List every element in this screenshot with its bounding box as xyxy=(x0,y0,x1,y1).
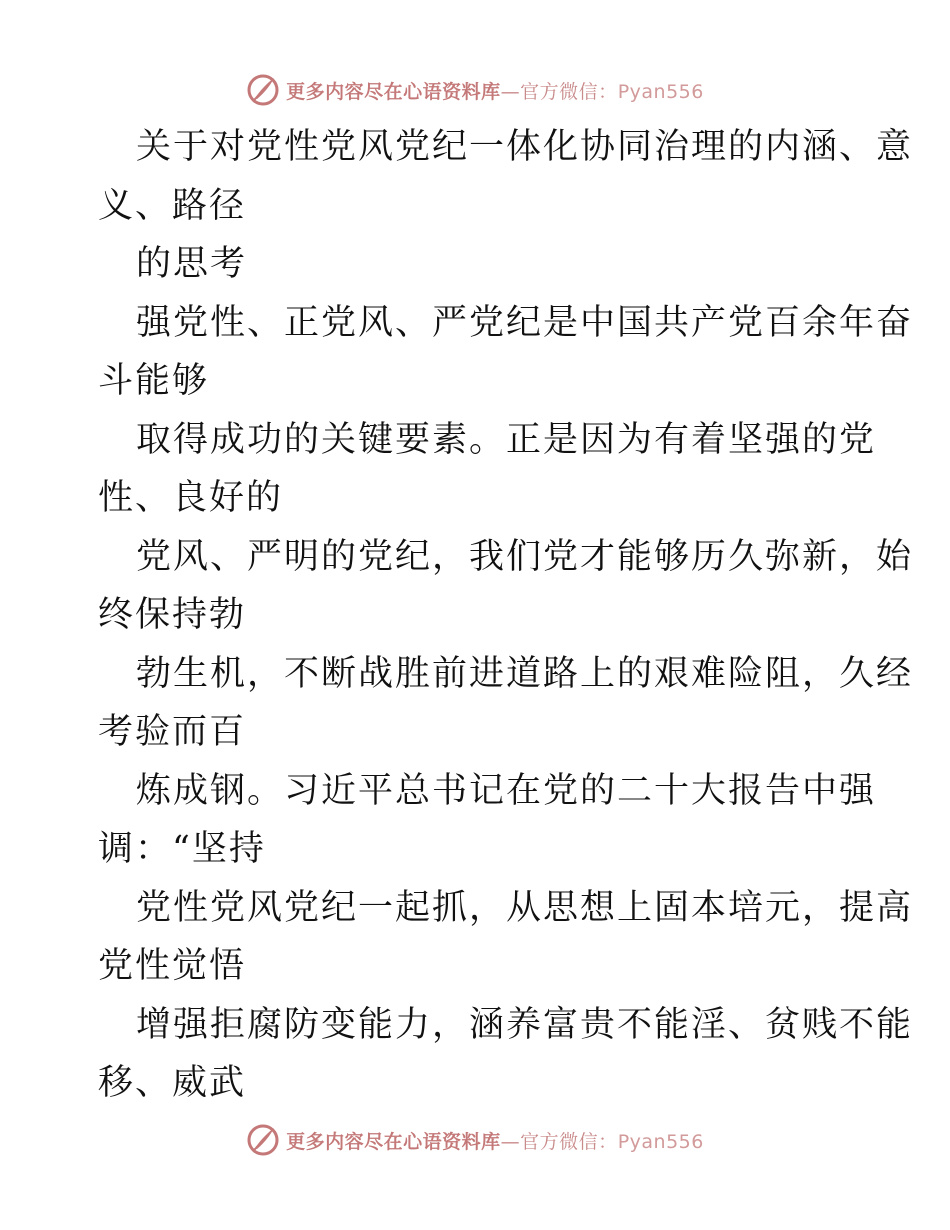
text-line: 关于对党性党风党纪一体化协同治理的内涵、意 xyxy=(136,127,914,167)
text-line: 调：“坚持 xyxy=(98,829,266,869)
feather-pen-seal-icon xyxy=(246,73,280,107)
text-line: 斗能够 xyxy=(98,361,210,401)
watermark-wechat-id: Pyan556 xyxy=(617,80,704,103)
text-line: 考验而百 xyxy=(98,712,247,752)
text-line: 炼成钢。习近平总书记在党的二十大报告中强 xyxy=(136,770,877,811)
watermark-wechat-id: Pyan556 xyxy=(617,1130,704,1153)
watermark-dash: — xyxy=(500,1130,521,1153)
text-line: 义、路径 xyxy=(98,185,247,226)
watermark-text xyxy=(286,1127,704,1154)
text-line: 勃生机，不断战胜前进道路上的艰难险阻，久经 xyxy=(136,653,914,694)
watermark-dash: — xyxy=(500,80,521,103)
feather-pen-seal-icon xyxy=(246,1123,280,1157)
text-line: 党风、严明的党纪，我们党才能够历久弥新，始 xyxy=(136,536,914,577)
text-line: 终保持勃 xyxy=(98,595,247,635)
text-line: 增强拒腐防变能力，涵养富贵不能淫、贫贱不能 xyxy=(136,1004,914,1045)
text-line: 性、良好的 xyxy=(98,478,284,518)
watermark-wechat-label: 官方微信： xyxy=(520,1130,618,1153)
watermark-site-text: 更多内容尽在心语资料库 xyxy=(286,1130,501,1153)
watermark-site-text: 更多内容尽在心语资料库 xyxy=(286,80,501,103)
text-line: 强党性、正党风、严党纪是中国共产党百余年奋 xyxy=(136,302,914,343)
text-line: 移、威武 xyxy=(98,1063,247,1103)
text-line: 党性觉悟 xyxy=(98,946,247,986)
footer-watermark xyxy=(0,1120,950,1160)
text-line: 的思考 xyxy=(136,244,248,284)
watermark-text xyxy=(286,77,704,104)
text-line: 取得成功的关键要素。正是因为有着坚强的党 xyxy=(136,419,877,460)
text-line: 党性党风党纪一起抓，从思想上固本培元，提高 xyxy=(136,887,914,928)
watermark-wechat-label: 官方微信： xyxy=(520,80,618,103)
header-watermark xyxy=(0,70,950,110)
document-body xyxy=(98,118,914,1113)
